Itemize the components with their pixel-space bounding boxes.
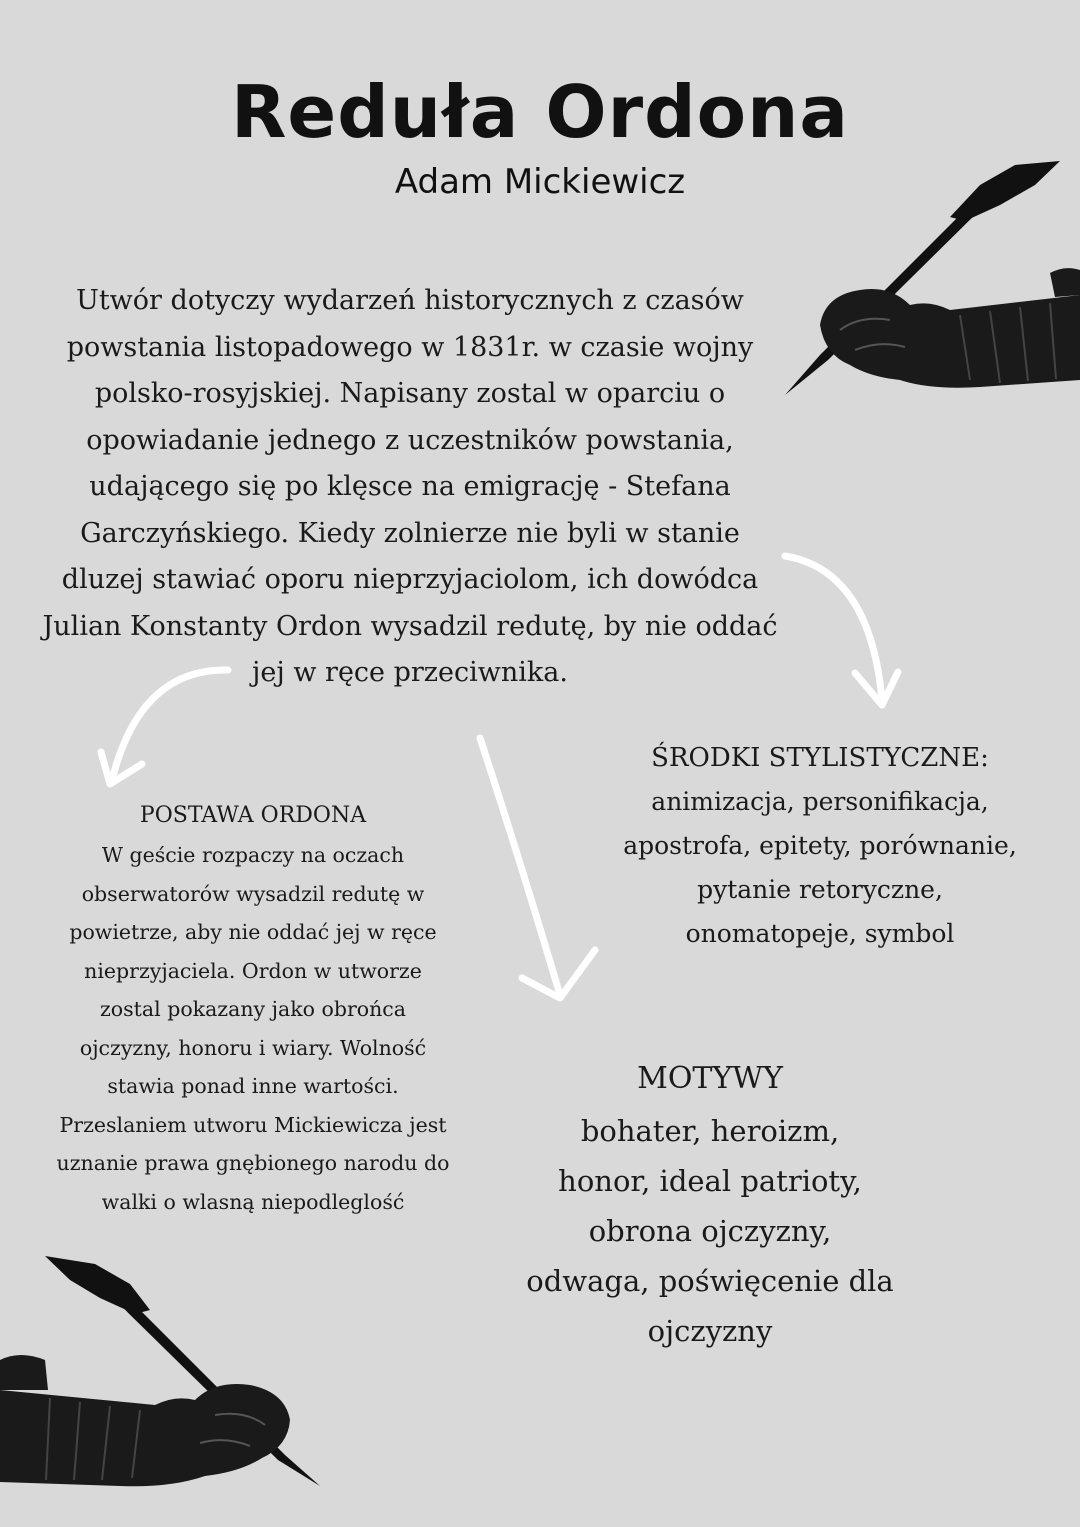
postawa-line: stawia ponad inne wartości. — [107, 1074, 399, 1098]
intro-line: opowiadanie jednego z uczestników powstania, — [86, 424, 734, 456]
srodki-line: pytanie retoryczne, — [697, 875, 943, 904]
postawa-line: W geście rozpaczy na oczach — [101, 843, 405, 867]
motywy-line: honor, ideal patrioty, — [558, 1164, 862, 1198]
motywy-heading: MOTYWY — [637, 1061, 783, 1096]
postawa-line: powietrze, aby nie oddać jej w ręce — [69, 920, 437, 944]
author-name: Adam Mickiewicz — [394, 162, 686, 202]
postawa-line: uznanie prawa gnębionego narodu do — [56, 1151, 450, 1175]
intro-line: Garczyńskiego. Kiedy zolnierze nie byli w stanie — [80, 517, 740, 549]
srodki-line: onomatopeje, symbol — [685, 919, 955, 948]
intro-line: powstania listopadowego w 1831r. w czasie wojny — [66, 331, 754, 363]
srodki-line: apostrofa, epitety, porównanie, — [623, 831, 1017, 860]
postawa-heading: POSTAWA ORDONA — [139, 803, 367, 828]
intro-line: polsko-rosyjskiej. Napisany zostal w oparciu o — [94, 378, 726, 409]
postawa-line: nieprzyjaciela. Ordon w utworze — [84, 958, 422, 983]
srodki-line: animizacja, personifikacja, — [651, 787, 989, 816]
motywy-line: bohater, heroizm, — [580, 1114, 840, 1148]
srodki-heading: ŚRODKI STYLISTYCZNE: — [651, 743, 989, 773]
intro-line: udającego się po klęsce na emigrację - Stefana — [89, 471, 731, 502]
intro-line: jej w ręce przeciwnika. — [252, 657, 568, 688]
intro-line: Utwór dotyczy wydarzeń historycznych z czasów — [76, 285, 744, 316]
motywy-line: odwaga, poświęcenie dla — [526, 1264, 894, 1298]
postawa-line: obserwatorów wysadzil redutę w — [81, 881, 425, 906]
postawa-line: Przeslaniem utworu Mickiewicza jest — [59, 1112, 447, 1137]
page-title: Reduła Ordona — [230, 70, 849, 154]
hand-with-quill-icon — [780, 155, 1080, 400]
motywy-line: ojczyzny — [647, 1314, 773, 1348]
intro-line: dluzej stawiać oporu nieprzyjaciolom, ich dowódca — [61, 564, 759, 595]
hand-with-quill-icon — [0, 1250, 330, 1490]
postawa-line: ojczyzny, honoru i wiary. Wolność — [79, 1035, 427, 1060]
intro-line: Julian Konstanty Ordon wysadzil redutę, by nie oddać — [42, 610, 778, 642]
motywy-line: obrona ojczyzny, — [588, 1214, 832, 1248]
postawa-line: walki o wlasną niepodleglość — [101, 1189, 405, 1214]
postawa-line: zostal pokazany jako obrońca — [100, 997, 406, 1021]
